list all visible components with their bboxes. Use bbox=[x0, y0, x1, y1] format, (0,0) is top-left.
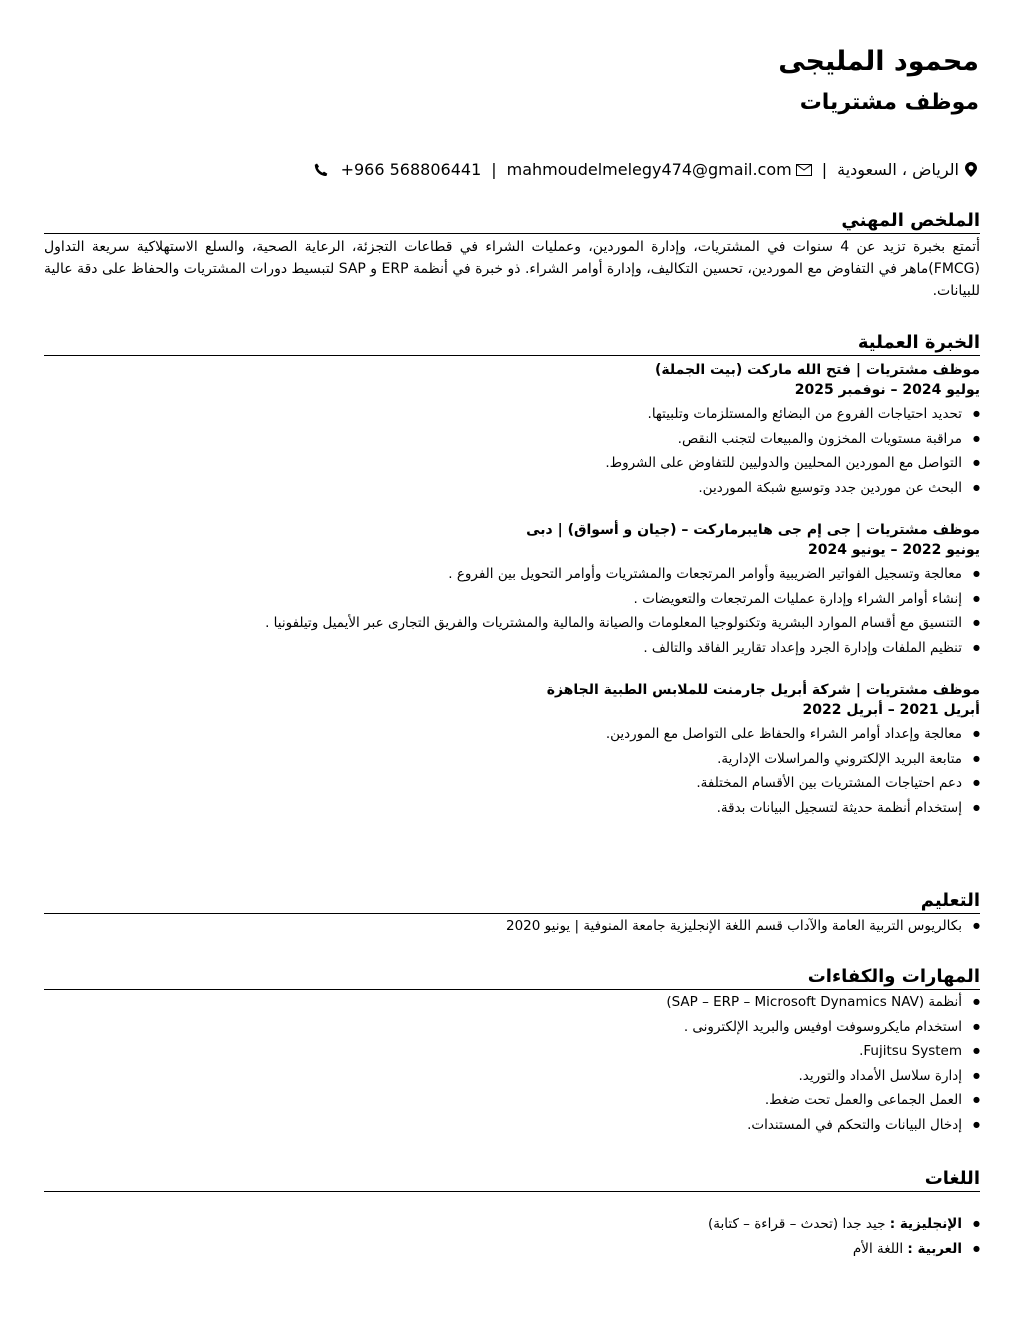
email-link[interactable]: mahmoudelmelegy474@gmail.com bbox=[506, 160, 792, 179]
summary-text: أتمتع بخبرة تزيد عن 4 سنوات في المشتريات، وإدارة الموردين، وعمليات الشراء في قطاعات التجزئة، الرعاية الصحية، والسلع الاستهلاكية سريعة التداول (FMCG)ماهر في التفاوض مع الموردين، تحسين التكاليف، وإدارة أوامر الشراء. ذو خبرة في أنظمة ERP و SAP لتبسيط دورات المشتريات والحفاظ على دقة عالية للبيانات. bbox=[44, 239, 980, 299]
separator: | bbox=[491, 160, 497, 179]
list-item: ● التواصل مع الموردين المحليين والدوليين للتفاوض على الشروط. bbox=[44, 451, 962, 476]
list-item: ● Fujitsu System. bbox=[44, 1039, 962, 1064]
candidate-name: محمود المليجى bbox=[778, 46, 979, 77]
education-section bbox=[44, 890, 980, 939]
list-item: ● بكالريوس التربية العامة والآداب قسم اللغة الإنجليزية جامعة المنوفية | يونيو 2020 bbox=[44, 914, 962, 939]
languages-list bbox=[44, 1212, 980, 1261]
job-bullets bbox=[44, 722, 980, 820]
language-level: جيد جدا (تحدث – قراءة – كتابة) bbox=[708, 1216, 886, 1232]
contact-line bbox=[313, 160, 979, 179]
list-item bbox=[44, 1237, 962, 1262]
summary-section bbox=[44, 210, 980, 302]
email-icon bbox=[796, 162, 812, 178]
skills-section bbox=[44, 966, 980, 1137]
list-item: ● البحث عن موردين جدد وتوسيع شبكة الموردين. bbox=[44, 476, 962, 501]
list-item: ● معالجة وتسجيل الفواتير الضريبية وأوامر المرتجعات والمشتريات وأوامر التحويل بين الفروع . bbox=[44, 562, 962, 587]
candidate-job-title: موظف مشتريات bbox=[799, 90, 979, 115]
list-item: ● مراقبة مستويات المخزون والمبيعات لتجنب النقص. bbox=[44, 427, 962, 452]
list-item: ● إدارة سلاسل الأمداد والتوريد. bbox=[44, 1064, 962, 1089]
list-item bbox=[44, 1212, 962, 1237]
skills-list bbox=[44, 990, 980, 1137]
list-item: ● إستخدام أنظمة حديثة لتسجيل البيانات بدقة. bbox=[44, 796, 962, 821]
job-entry bbox=[44, 522, 980, 660]
location-pin-icon bbox=[963, 162, 979, 178]
language-name: العربية : bbox=[907, 1240, 962, 1257]
job-date: يوليو 2024 – نوفمبر 2025 bbox=[794, 382, 980, 398]
list-item: ● العمل الجماعى والعمل تحت ضغط. bbox=[44, 1088, 962, 1113]
languages-section bbox=[44, 1168, 980, 1261]
list-item: ● أنظمة (SAP – ERP – Microsoft Dynamics NAV) bbox=[44, 990, 962, 1015]
list-item: ● إنشاء أوامر الشراء وإدارة عمليات المرتجعات والتعويضات . bbox=[44, 587, 962, 612]
list-item: ● معالجة وإعداد أوامر الشراء والحفاظ على التواصل مع الموردين. bbox=[44, 722, 962, 747]
summary-heading: الملخص المهني bbox=[44, 210, 980, 234]
job-entry bbox=[44, 362, 980, 500]
job-title: موظف مشتريات | جى إم جى هايبرماركت – (جيان و أسواق) | دبى bbox=[526, 522, 980, 538]
list-item: ● إدخال البيانات والتحكم في المستندات. bbox=[44, 1113, 962, 1138]
job-bullets bbox=[44, 562, 980, 660]
job-bullets bbox=[44, 402, 980, 500]
skills-heading: المهارات والكفاءات bbox=[44, 966, 980, 990]
experience-heading: الخبرة العملية bbox=[44, 332, 980, 356]
list-item: ● التنسيق مع أقسام الموارد البشرية وتكنولوجيا المعلومات والصيانة والمالية والمشتريات والفريق التجارى عبر الأيميل وتيلفونيا . bbox=[44, 611, 962, 636]
education-list bbox=[44, 914, 980, 939]
location-text: الرياض ، السعودية bbox=[837, 160, 959, 179]
job-date: أبريل 2021 – أبريل 2022 bbox=[802, 702, 980, 718]
experience-section bbox=[44, 332, 980, 820]
list-item: ● استخدام مايكروسوفت اوفيس والبريد الإلكترونى . bbox=[44, 1015, 962, 1040]
job-title: موظف مشتريات | فتح الله ماركت (بيت الجملة) bbox=[655, 362, 980, 378]
list-item: ● تحديد احتياجات الفروع من البضائع والمستلزمات وتلبيتها. bbox=[44, 402, 962, 427]
list-item: ● دعم احتياجات المشتريات بين الأقسام المختلفة. bbox=[44, 771, 962, 796]
job-entry bbox=[44, 682, 980, 820]
phone-number[interactable]: +966 568806441 bbox=[340, 160, 482, 179]
phone-icon bbox=[313, 162, 329, 178]
languages-heading: اللغات bbox=[44, 1168, 980, 1192]
list-item: ● تنظيم الملفات وإدارة الجرد وإعداد تقارير الفاقد والتالف . bbox=[44, 636, 962, 661]
education-heading: التعليم bbox=[44, 890, 980, 914]
list-item: ● متابعة البريد الإلكتروني والمراسلات الإدارية. bbox=[44, 747, 962, 772]
language-name: الإنجليزية : bbox=[889, 1216, 962, 1232]
separator: | bbox=[821, 160, 828, 179]
job-date: يونيو 2022 – يونيو 2024 bbox=[807, 542, 980, 558]
job-title: موظف مشتريات | شركة أبريل جارمنت للملابس الطبية الجاهزة bbox=[546, 682, 980, 698]
language-level: اللغة الأم bbox=[852, 1240, 904, 1257]
